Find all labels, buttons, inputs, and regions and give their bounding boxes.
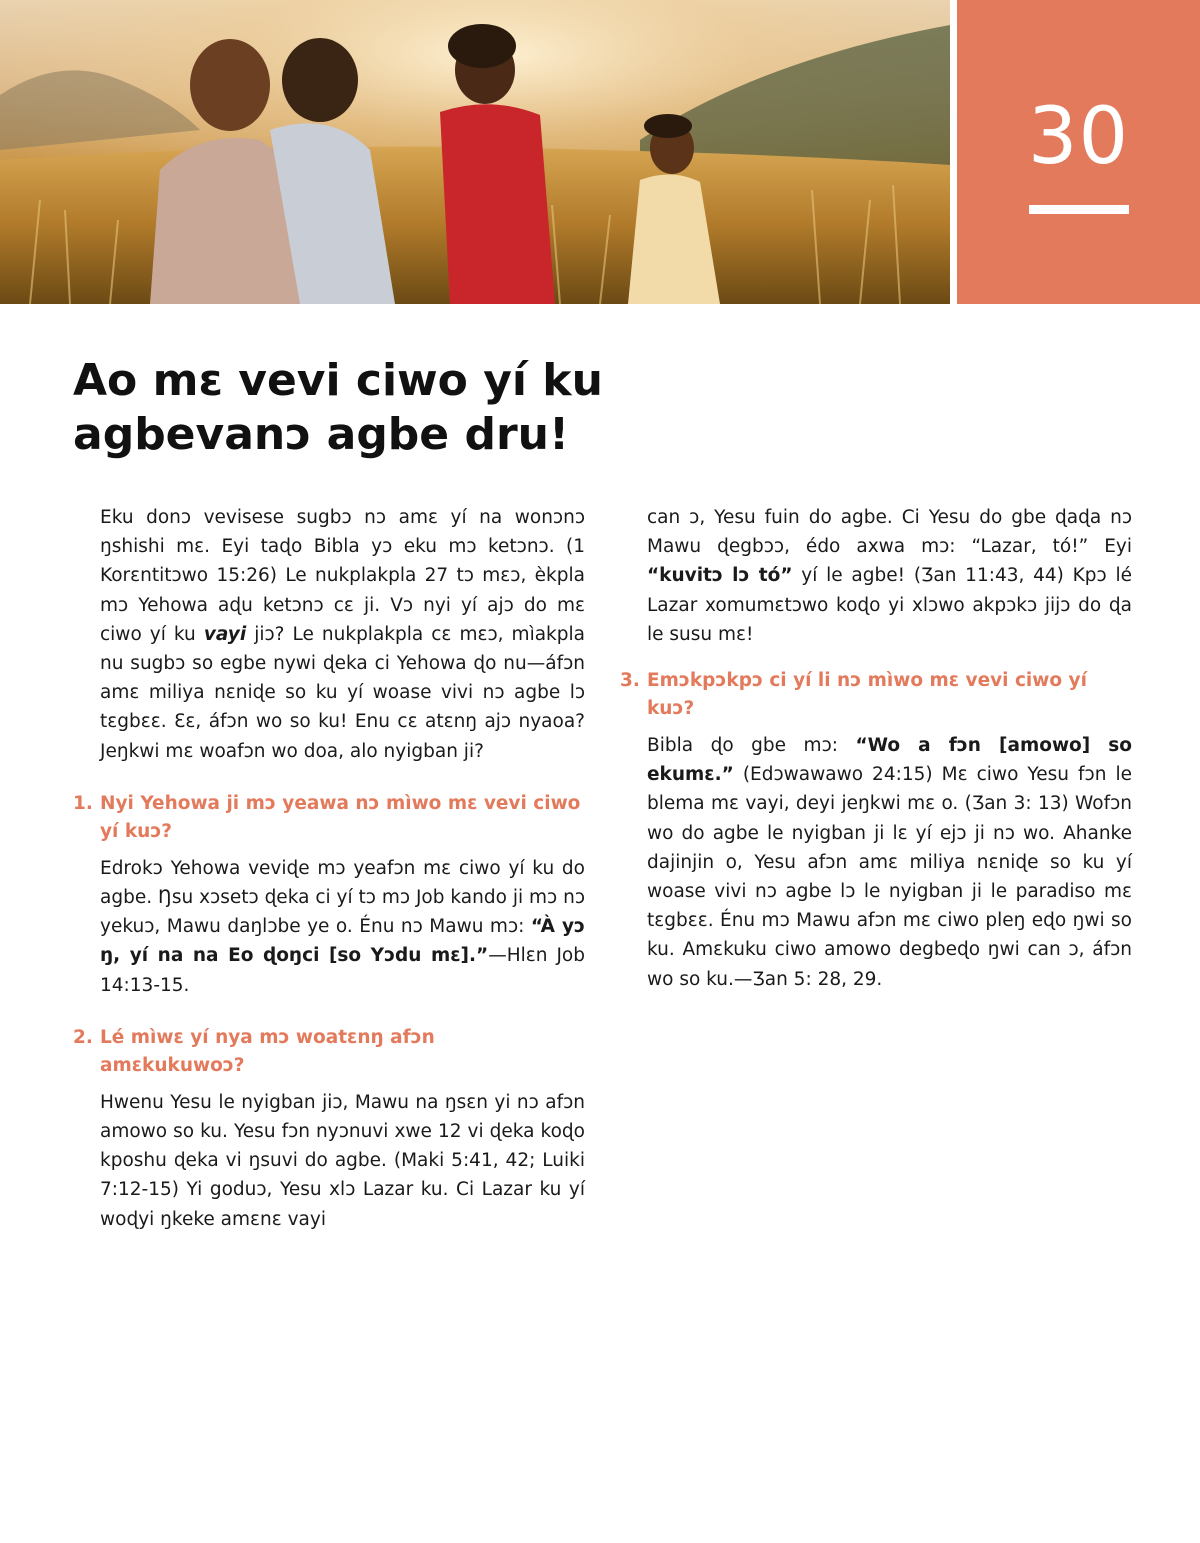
right-column [620,503,1132,994]
question-2-answer-part-b: can ɔ, Yesu fuin do agbe. Ci Yesu do gbe ɖaɖa nɔ Mawu ɖegbɔɔ, édo axwa mɔ: “Lazar, tó!” Eyi “kuvitɔ lɔ tó” yí le agbe! (Ʒan 11:43, 44) Kpɔ lé Lazar xomumɛtɔwo koɖo yi xlɔwo akpɔkɔ jijɔ do ɖa le susu mɛ! [647,507,1132,645]
hero-photo [0,0,950,304]
family-photo-icon [0,0,950,304]
answer-1-text-1: Edrokɔ Yehowa veviɖe mɔ yeafɔn mɛ ciwo yí ku do agbe. Ŋsu xɔsetɔ ɖeka ci yí tɔ mɔ Job kando ji mɔ nɔ yekuɔ, Mawu daŋlɔbe ye o. Énu nɔ Mawu mɔ: [100,857,585,938]
question-2-number: 2. [73,1026,93,1048]
question-2-text: Lé mìwɛ yí nya mɔ woatɛnŋ afɔn amɛkukuwoɔ? [100,1026,435,1076]
intro-paragraph [73,503,585,766]
lesson-number-box [957,0,1200,304]
lesson-number-underline [1029,205,1129,214]
question-1-answer [73,854,585,1000]
question-3-heading [620,667,1132,723]
intro-emphasis: vayi [203,623,247,645]
question-2-answer-part-a: Hwenu Yesu le nyigban jiɔ, Mawu na ŋsɛn yi nɔ afɔn amowo so ku. Yesu fɔn nyɔnuvi xwe 12 vi ɖeka koɖo kposhu ɖeka vi ŋsuvi do agbe. (Maki 5:41, 42; Luiki 7:12-15) Yi goduɔ, Yesu xlɔ Lazar ku. Ci Lazar ku yí woɖyi ŋkeke amɛnɛ vayi [100,1091,585,1230]
intro-text-1: Eku donɔ vevisese sugbɔ nɔ amɛ yí na wonɔnɔ ŋshishi mɛ. Eyi taɖo Bibla yɔ eku mɔ ketɔnɔ. (1 Korɛntitɔwo 15:26) Le nukplakpla 27 tɔ mɛɔ, èkpla mɔ Yehowa aɖu ketɔnɔ cɛ ji. Vɔ nyi yí ajɔ do mɛ ciwo yí ku [100,507,585,645]
lesson-number: 30 [1027,92,1130,182]
question-3-answer [620,731,1132,994]
answer-3-quote: “Wo a fɔn [amowo] so ekumɛ.” [647,735,1132,786]
answer-1-quote: “À yɔ ŋ, yí na na Eo ɖoŋci [so Yɔdu mɛ].” [100,916,585,967]
answer-1-text-2: —Hlɛn Job 14:13-15. [100,945,585,996]
question-1-text: Nyi Yehowa ji mɔ yeawa nɔ mìwo mɛ vevi ciwo yí kuɔ? [100,792,581,842]
answer-3-text-2: (Edɔwawawo 24:15) Mɛ ciwo Yesu fɔn le blema mɛ vayi, deyi jeŋkwi mɛ o. (Ʒan 3: 13) Wofɔn wo do agbe le nyigban ji lɛ yí ejɔ ji nɔ wo. Ahanke dajinjin o, Yesu afɔn amɛ miliya nɛniɖe so ku yí woase vivi nɔ agbe lɔ le nyigban ji le paradiso mɛ tɛgbɛɛ. Énu mɔ Mawu afɔn mɛ ciwo pleŋ eɖo ŋwi so ku. Amɛkuku ciwo amowo degbeɖo ŋwi can ɔ, áfɔn wo so ku.—Ʒan 5: 28, 29. [647,764,1132,990]
page-title: Ao mɛ vevi ciwo yí ku agbevanɔ agbe dru! [73,355,603,460]
question-2-heading [73,1024,585,1080]
question-1-number: 1. [73,792,93,814]
answer-3-text-1: Bibla ɖo gbe mɔ: [647,735,856,757]
question-3-number: 3. [620,670,640,692]
question-3-text: Emɔkpɔkpɔ ci yí li nɔ mìwo mɛ vevi ciwo yí kuɔ? [647,670,1087,720]
left-column [73,503,585,1234]
question-1-heading [73,790,585,846]
intro-text-2: jiɔ? Le nukplakpla cɛ mɛɔ, mìakpla nu sugbɔ so egbe nywi ɖeka ci Yehowa ɖo nu—áfɔn amɛ miliya nɛniɖe so ku yí woase vivi nɔ agbe lɔ tɛgbɛɛ. Ɛɛ, áfɔn wo so ku! Enu cɛ atɛnŋ ajɔ nyaoa? Jeŋkwi mɛ woafɔn wo doa, alo nyigban ji? [100,623,585,762]
